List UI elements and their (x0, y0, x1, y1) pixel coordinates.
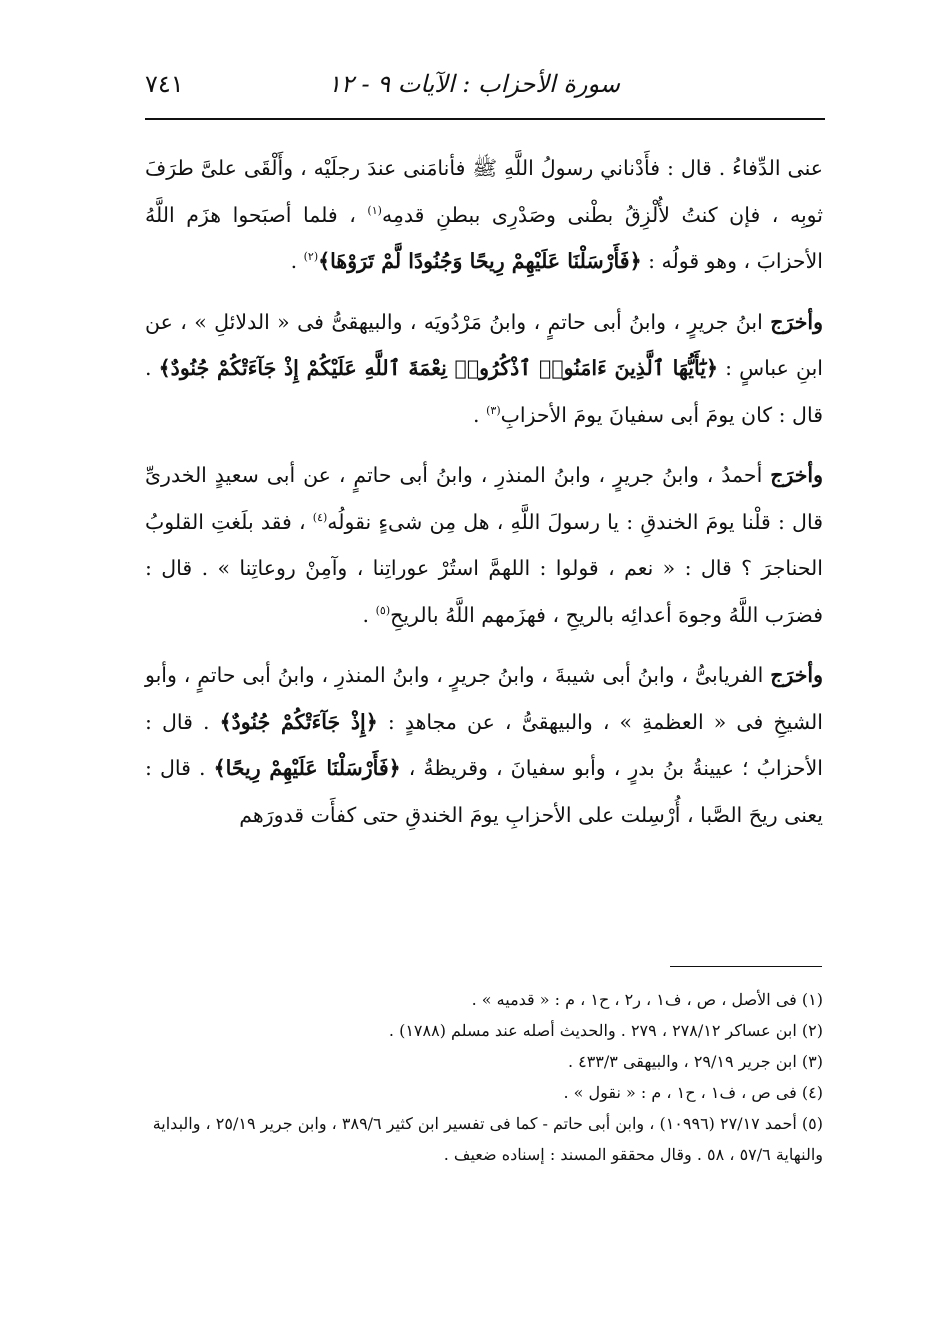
paragraph-text: ابنُ جريرٍ ، وابنُ أبى حاتمٍ ، وابنُ مَرْدُويَه ، والبيهقىُّ فى « الدلائلِ » ، عن ابنِ عباسٍ : (145, 309, 823, 380)
paragraph-text: ، فلما أصبَحوا هزَم اللَّهُ الأحزابَ ، وهو قولُه : (145, 202, 823, 273)
footnote-ref-3: (٣) (486, 403, 501, 417)
paragraph-3 (145, 452, 823, 638)
paragraph-1 (145, 145, 823, 285)
footnote-rule (670, 966, 822, 967)
footnote-3: (٣) ابن جرير ٢٩/١٩ ، والبيهقى ٤٣٣/٣ . (567, 1052, 823, 1071)
main-text (145, 145, 823, 838)
paragraph-text: . قال : كان يومَ أبى سفيانَ يومَ الأحزابِ (145, 356, 823, 427)
paragraph-text: الفريابىُّ ، وابنُ أبى شيبةَ ، وابنُ جريرٍ ، وابنُ المنذرِ ، وابنُ أبى حاتمٍ ، وأبو الشيخِ فى « العظمةِ » ، والبيهقىُّ ، عن مجاهدٍ : (145, 663, 824, 734)
footnote-ref-2: (٢) (303, 250, 319, 264)
paragraph-2 (145, 299, 823, 439)
footnote-ref-5: (٥) (375, 603, 391, 617)
paragraph-4 (145, 652, 823, 838)
paragraph-text: . (290, 249, 304, 273)
paragraph-text: . قال : يعنى ريحَ الصَّبا ، أُرْسِلت على الأحزابِ يومَ الخندقِ حتى كفأَت قدورَهم (145, 756, 823, 827)
paragraph-lead: وأخرَج (770, 663, 823, 687)
footnotes (145, 984, 823, 1170)
paragraph-text: أحمدُ ، وابنُ جريرٍ ، وابنُ المنذرِ ، وابنُ أبى حاتمٍ ، عن أبى سعيدٍ الخدرىِّ قال : قلْنا يومَ الخندقِ : يا رسولَ اللَّهِ ، هل مِن شىءٍ نقولُه (145, 463, 823, 534)
quran-verse: ﴿إِذْ جَآءَتْكُمْ جُنُودٌ﴾ (219, 709, 378, 734)
paragraph-text: عنى الدِّفاءُ . قال : فأَدْناني رسولُ اللَّهِ ﷺ فأنامَنى عندَ رجلَيْه ، وأَلْقَى علىَّ طرَفَ ثوبِه ، فإن كنتُ لأُلْزِقُ بطْنى وصَدْرِى ببطنِ قدمِه (145, 156, 823, 227)
quran-verse: ﴿فَأَرْسَلْنَا عَلَيْهِمْ رِيحًا﴾ (213, 756, 401, 780)
footnote-ref-1: (١) (367, 203, 382, 217)
header-rule (145, 118, 825, 120)
paragraph-lead: وأخرَج (770, 309, 823, 334)
footnote-4: (٤) فى ص ، ف١ ، ح١ ، م : « نقول » . (563, 1083, 823, 1102)
running-header (145, 70, 825, 110)
paragraph-text: . (362, 602, 376, 627)
footnote-2: (٢) ابن عساكر ٢٧٨/١٢ ، ٢٧٩ . والحديث أصله عند مسلم (١٧٨٨) . (388, 1021, 823, 1040)
quran-verse: ﴿يَٰٓأَيُّهَا ٱلَّذِينَ ءَامَنُوا۟ ٱذْكُرُوا۟ نِعْمَةَ ٱللَّهِ عَلَيْكُمْ إِذْ جَآءَتْكُمْ جُنُودٌ﴾ (158, 356, 718, 380)
footnote-5: (٥) أحمد ٢٧/١٧ (١٠٩٩٦) ، وابن أبى حاتم - كما فى تفسير ابن كثير ٣٨٩/٦ ، وابن جرير ٢٥/١٩ ، والبداية والنهاية ٥٧/٦ ، ٥٨ . وقال محققو المسند : إسناده ضعيف . (152, 1114, 823, 1164)
paragraph-text: . (473, 402, 487, 427)
running-title: سورة الأحزاب : الآيات ٩ - ١٢ (328, 70, 620, 98)
footnote-ref-4: (٤) (312, 510, 328, 524)
page-number: ٧٤١ (145, 70, 184, 98)
paragraph-lead: وأخرَج (770, 463, 823, 487)
paragraph-text: ، فقد بلَغتِ القلوبُ الحناجرَ ؟ قال : « نعم ، قولوا : اللهمَّ استُرْ عوراتِنا ، وآمِنْ روعاتِنا » . قال : فضرَب اللَّهُ وجوهَ أعدائِه بالريحِ ، فهزَمهم اللَّهُ بالريحِ (145, 509, 823, 627)
footnote-1: (١) فى الأصل ، ص ، ف١ ، ر٢ ، ح١ ، م : « قدميه » . (471, 990, 823, 1009)
quran-verse: ﴿فَأَرْسَلْنَا عَلَيْهِمْ رِيحًا وَجُنُودًا لَّمْ تَرَوْهَا﴾ (318, 249, 642, 273)
paragraph-text: . قال : الأحزابُ ؛ عيينةُ بنُ بدرٍ ، وأبو سفيانَ ، وقريظةُ ، (145, 709, 823, 780)
